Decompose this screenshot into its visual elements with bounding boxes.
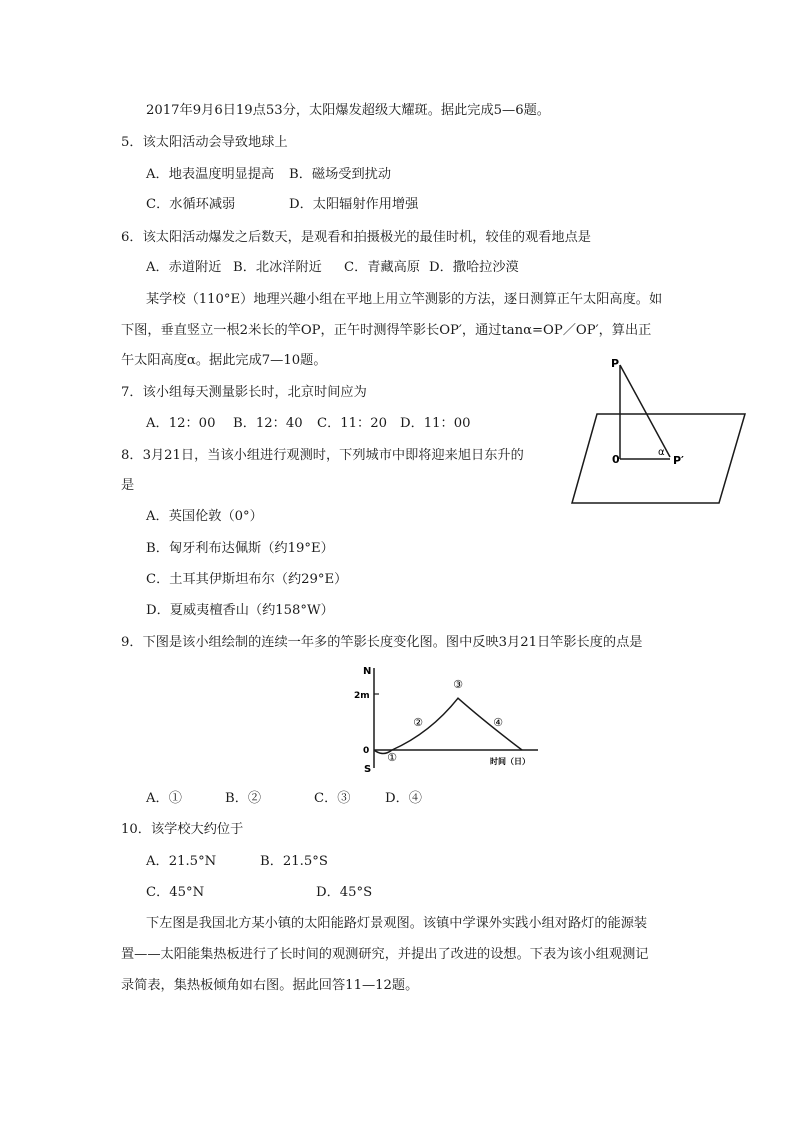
- q6-option-a: A．赤道附近: [146, 260, 222, 275]
- axis-end-s: S: [364, 764, 372, 775]
- label-o: 0: [612, 453, 620, 466]
- q8-stem-line1: 8．3月21日，当该小组进行观测时，下列城市中即将迎来旭日东升的: [121, 448, 524, 463]
- q5-option-c: C．水循环减弱: [146, 197, 236, 212]
- q8-stem-line2: 是: [121, 478, 135, 493]
- q10-option-d: D．45°S: [316, 885, 373, 900]
- intro-11-12-line1: 下左图是我国北方某小镇的太阳能路灯景观图。该镇中学课外实践小组对路灯的能源装: [146, 916, 648, 931]
- q8-option-c: C．土耳其伊斯坦布尔（约29°E）: [146, 572, 348, 587]
- sun-ray: [620, 365, 670, 457]
- intro-7-10-line1: 某学校（110°E）地理兴趣小组在平地上用立竿测影的方法，逐日测算正午太阳高度。如: [146, 292, 663, 307]
- shadow-length-chart: [350, 660, 550, 778]
- q10-stem: 10．该学校大约位于: [121, 822, 244, 837]
- q10-option-b: B．21.5°S: [260, 854, 328, 869]
- x-axis-label: 时间（日）: [490, 757, 530, 766]
- point-label-4: ④: [493, 716, 503, 729]
- q9-option-b: B．②: [225, 791, 262, 806]
- intro-5-6: 2017年9月6日19点53分，太阳爆发超级大耀斑。据此完成5—6题。: [146, 103, 550, 118]
- q5-option-d: D．太阳辐射作用增强: [289, 197, 419, 212]
- label-alpha: α: [658, 447, 665, 458]
- q9-option-c: C．③: [314, 791, 351, 806]
- q5-stem: 5．该太阳活动会导致地球上: [121, 135, 288, 150]
- q8-option-d: D．夏威夷檀香山（约158°W）: [146, 603, 334, 618]
- q7-option-b: B．12：40: [233, 416, 303, 431]
- q7-option-d: D．11：00: [400, 416, 471, 431]
- q8-option-a: A．英国伦敦（0°）: [146, 509, 263, 524]
- label-p-prime: P′: [673, 454, 684, 467]
- q9-option-d: D．④: [385, 791, 422, 806]
- q7-option-a: A．12：00: [146, 416, 216, 431]
- label-p: P: [611, 357, 620, 370]
- q6-stem: 6．该太阳活动爆发之后数天，是观看和拍摄极光的最佳时机，较佳的观看地点是: [121, 230, 591, 245]
- q9-option-a: A．①: [146, 791, 182, 806]
- intro-11-12-line3: 录简表，集热板倾角如右图。据此回答11—12题。: [121, 978, 419, 993]
- q7-option-c: C．11：20: [317, 416, 388, 431]
- q10-option-a: A．21.5°N: [146, 854, 217, 869]
- q6-option-b: B．北冰洋附近: [233, 260, 322, 275]
- y-tick-label-2m: 2m: [354, 691, 370, 701]
- q10-option-c: C．45°N: [146, 885, 205, 900]
- q6-option-c: C．青藏高原: [344, 260, 421, 275]
- axis-end-n: N: [363, 666, 372, 677]
- q7-stem: 7．该小组每天测量影长时，北京时间应为: [121, 385, 367, 400]
- intro-7-10-line3: 午太阳高度α。据此完成7—10题。: [121, 353, 327, 368]
- intro-7-10-line2: 下图，垂直竖立一根2米长的竿OP，正午时测得竿影长OP′，通过tanα=OP／OP′，算出正: [121, 323, 652, 338]
- q8-option-b: B．匈牙利布达佩斯（约19°E）: [146, 541, 334, 556]
- q5-option-a: A．地表温度明显提高: [146, 167, 275, 182]
- point-label-1: ①: [387, 751, 397, 764]
- point-label-2: ②: [413, 716, 423, 729]
- q6-option-d: D．撒哈拉沙漠: [429, 260, 519, 275]
- pole-shadow-figure: [560, 352, 760, 504]
- intro-11-12-line2: 置——太阳能集热板进行了长时间的观测研究，并提出了改进的设想。下表为该小组观测记: [121, 947, 649, 962]
- point-label-3: ③: [453, 678, 463, 691]
- q5-option-b: B．磁场受到扰动: [289, 167, 392, 182]
- q9-stem: 9．下图是该小组绘制的连续一年多的竿影长度变化图。图中反映3月21日竿影长度的点是: [121, 635, 643, 650]
- y-tick-label-0: 0: [363, 746, 370, 756]
